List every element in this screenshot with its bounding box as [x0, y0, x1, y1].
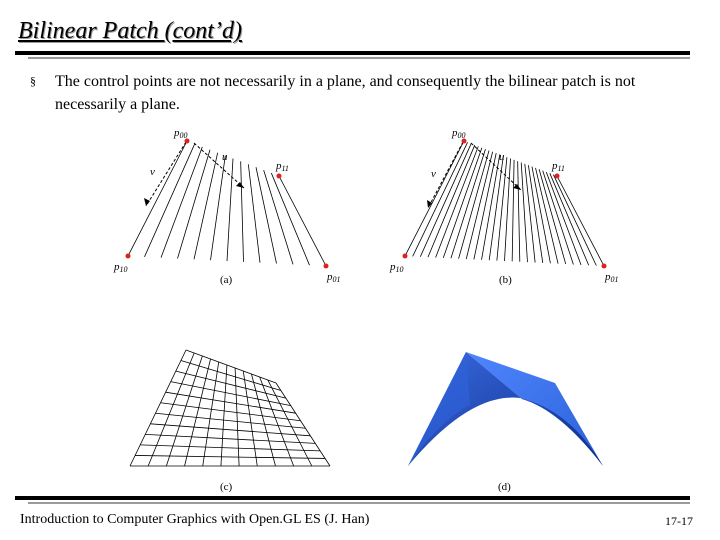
ruling-line-u	[546, 172, 581, 265]
ruling-line-u	[235, 368, 239, 466]
ruling-line-v	[145, 434, 315, 443]
ruling-line-v	[171, 382, 291, 406]
u-arrowhead-a	[236, 182, 244, 188]
ruling-line-u	[474, 153, 496, 259]
ruling-line-u	[161, 147, 202, 258]
patch-c-wireframe	[130, 350, 330, 466]
caption-a: (a)	[220, 274, 233, 286]
figure-a	[113, 127, 341, 286]
label-u-b: u	[499, 151, 505, 163]
caption-b: (b)	[499, 274, 512, 286]
ruling-line-u	[256, 167, 277, 263]
ruling-line-v	[161, 403, 301, 421]
label-p00-a: p00	[174, 127, 188, 140]
ruling-line-u	[221, 365, 227, 466]
figure-b	[389, 127, 619, 286]
label-p00-b: p00	[452, 127, 466, 140]
control-point-p11-b	[555, 174, 560, 179]
ruling-line-u	[539, 169, 566, 264]
ruling-line-u	[130, 350, 186, 466]
bullet-marker: §	[30, 74, 36, 88]
ruling-line-v	[135, 455, 325, 458]
ruling-line-u	[166, 356, 202, 466]
label-p01-b: p01	[605, 271, 619, 284]
page-number: 17-17	[665, 514, 693, 528]
ruling-line-u	[443, 148, 482, 258]
ruling-line-u	[279, 176, 326, 266]
footer-course-title: Introduction to Computer Graphics with Open.GL ES (J. Han)	[20, 512, 370, 527]
ruling-line-u	[178, 150, 211, 259]
label-p10-a: p10	[114, 261, 128, 274]
label-u-a: u	[222, 151, 228, 163]
ruling-line-u	[264, 170, 293, 264]
figure-c	[130, 350, 330, 493]
ruling-line-u	[482, 154, 500, 259]
ruling-line-u	[436, 146, 479, 257]
control-point-p10-b	[403, 254, 408, 259]
v-arrowhead-a	[144, 198, 150, 206]
ruling-line-u	[276, 383, 330, 466]
ruling-line-u	[203, 362, 219, 466]
ruling-line-u	[413, 142, 468, 256]
ruling-line-u	[145, 144, 195, 257]
footer-rule-shadow	[28, 502, 690, 504]
ruling-line-u	[243, 371, 257, 466]
ruling-line-u	[271, 173, 309, 265]
label-p11-a: p11	[276, 160, 289, 173]
ruling-line-u	[553, 175, 596, 266]
ruling-line-u	[128, 141, 187, 256]
figure-d	[408, 352, 603, 493]
control-point-p10-a	[126, 254, 131, 259]
ruling-line-u	[532, 167, 550, 264]
control-point-p01-a	[324, 264, 329, 269]
ruling-line-u	[528, 165, 542, 263]
control-point-p11-a	[277, 174, 282, 179]
ruling-line-u	[211, 156, 226, 261]
ruling-line-u	[428, 145, 475, 257]
control-point-p01-b	[602, 264, 607, 269]
label-p10-b: p10	[390, 261, 404, 274]
slide-title: Bilinear Patch (cont’d)	[18, 18, 242, 44]
ruling-line-v	[140, 445, 320, 451]
ruling-line-u	[148, 353, 194, 466]
footer-rule	[15, 496, 690, 500]
ruling-line-u	[241, 161, 244, 261]
ruling-line-u	[260, 377, 294, 466]
label-p01-a: p01	[327, 271, 341, 284]
patch-d-highlight	[408, 352, 470, 466]
bullet-text: The control points are not necessarily in a plane, and consequently the bilinear patch is not necessarily a plane.	[55, 73, 636, 113]
patch-b-ruling-lines	[405, 141, 604, 266]
ruling-line-u	[194, 153, 218, 260]
label-p11-b: p11	[552, 160, 565, 173]
label-v-a: v	[150, 166, 155, 178]
caption-d: (d)	[498, 481, 511, 493]
ruling-line-u	[268, 380, 312, 466]
ruling-line-u	[518, 161, 520, 262]
u-arrowhead-b	[513, 184, 521, 190]
ruling-line-u	[557, 176, 604, 266]
ruling-line-u	[512, 160, 514, 262]
patch-d-back-surface	[466, 352, 603, 466]
u-direction-arrow-a	[194, 143, 244, 188]
ruling-line-v	[150, 424, 310, 436]
ruling-line-u	[185, 359, 211, 466]
caption-c: (c)	[220, 481, 233, 493]
label-v-b: v	[431, 168, 436, 180]
ruling-line-u	[405, 141, 464, 256]
